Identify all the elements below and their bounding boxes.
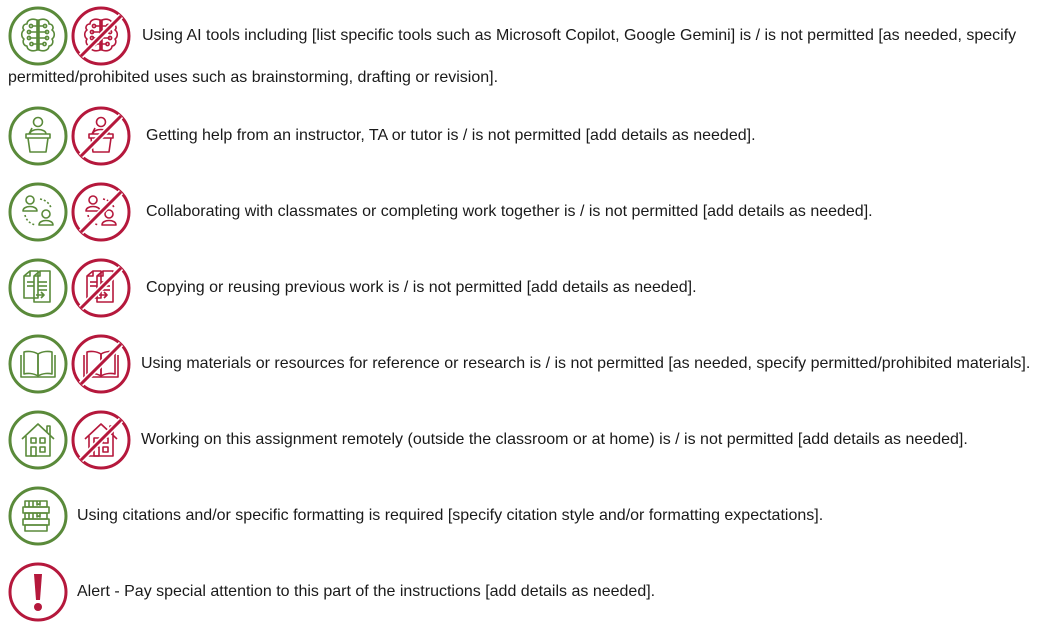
podium-speaker-permitted-icon bbox=[8, 106, 68, 166]
people-exchange-prohibited-icon bbox=[71, 182, 131, 242]
policy-text: Copying or reusing previous work is / is not permitted [add details as needed]. bbox=[146, 279, 697, 296]
policy-text: Collaborating with classmates or completing work together is / is not permitted [add details as needed]. bbox=[146, 203, 873, 220]
policy-item-materials bbox=[8, 334, 1030, 394]
brain-circuit-permitted-icon bbox=[8, 6, 68, 66]
podium-speaker-prohibited-icon bbox=[71, 106, 131, 166]
brain-circuit-prohibited-icon bbox=[71, 6, 131, 66]
house-permitted-icon bbox=[8, 410, 68, 470]
open-book-prohibited-icon bbox=[71, 334, 131, 394]
policy-item-remote-work bbox=[8, 410, 968, 470]
policy-item-collaboration bbox=[8, 182, 873, 242]
policy-item-citations bbox=[8, 486, 823, 546]
people-exchange-permitted-icon bbox=[8, 182, 68, 242]
policy-item-reuse-work bbox=[8, 258, 697, 318]
policy-item-alert bbox=[8, 562, 655, 622]
policy-item-ai-tools bbox=[8, 6, 1016, 66]
policy-text-continued: permitted/prohibited uses such as brainstorming, drafting or revision]. bbox=[8, 69, 499, 86]
book-stack-icon bbox=[8, 486, 68, 546]
policy-text: Getting help from an instructor, TA or tutor is / is not permitted [add details as needed]. bbox=[146, 127, 756, 144]
policy-text: Using citations and/or specific formatting is required [specify citation style and/or formatting expectations]. bbox=[77, 507, 824, 524]
open-book-permitted-icon bbox=[8, 334, 68, 394]
documents-copy-prohibited-icon bbox=[71, 258, 131, 318]
policy-item-instructor-help bbox=[8, 106, 756, 166]
policy-text: Working on this assignment remotely (outside the classroom or at home) is / is not permitted [add details as needed]. bbox=[141, 431, 968, 448]
house-prohibited-icon bbox=[71, 410, 131, 470]
policy-text: Using AI tools including [list specific tools such as Microsoft Copilot, Google Gemini] is / is not permitted [as needed, specify bbox=[142, 27, 1017, 44]
policy-text: Alert - Pay special attention to this part of the instructions [add details as needed]. bbox=[77, 583, 656, 600]
documents-copy-permitted-icon bbox=[8, 258, 68, 318]
exclamation-alert-icon bbox=[8, 562, 68, 622]
policy-text: Using materials or resources for reference or research is / is not permitted [as needed, specify permitted/prohibited materials]. bbox=[141, 355, 1031, 372]
